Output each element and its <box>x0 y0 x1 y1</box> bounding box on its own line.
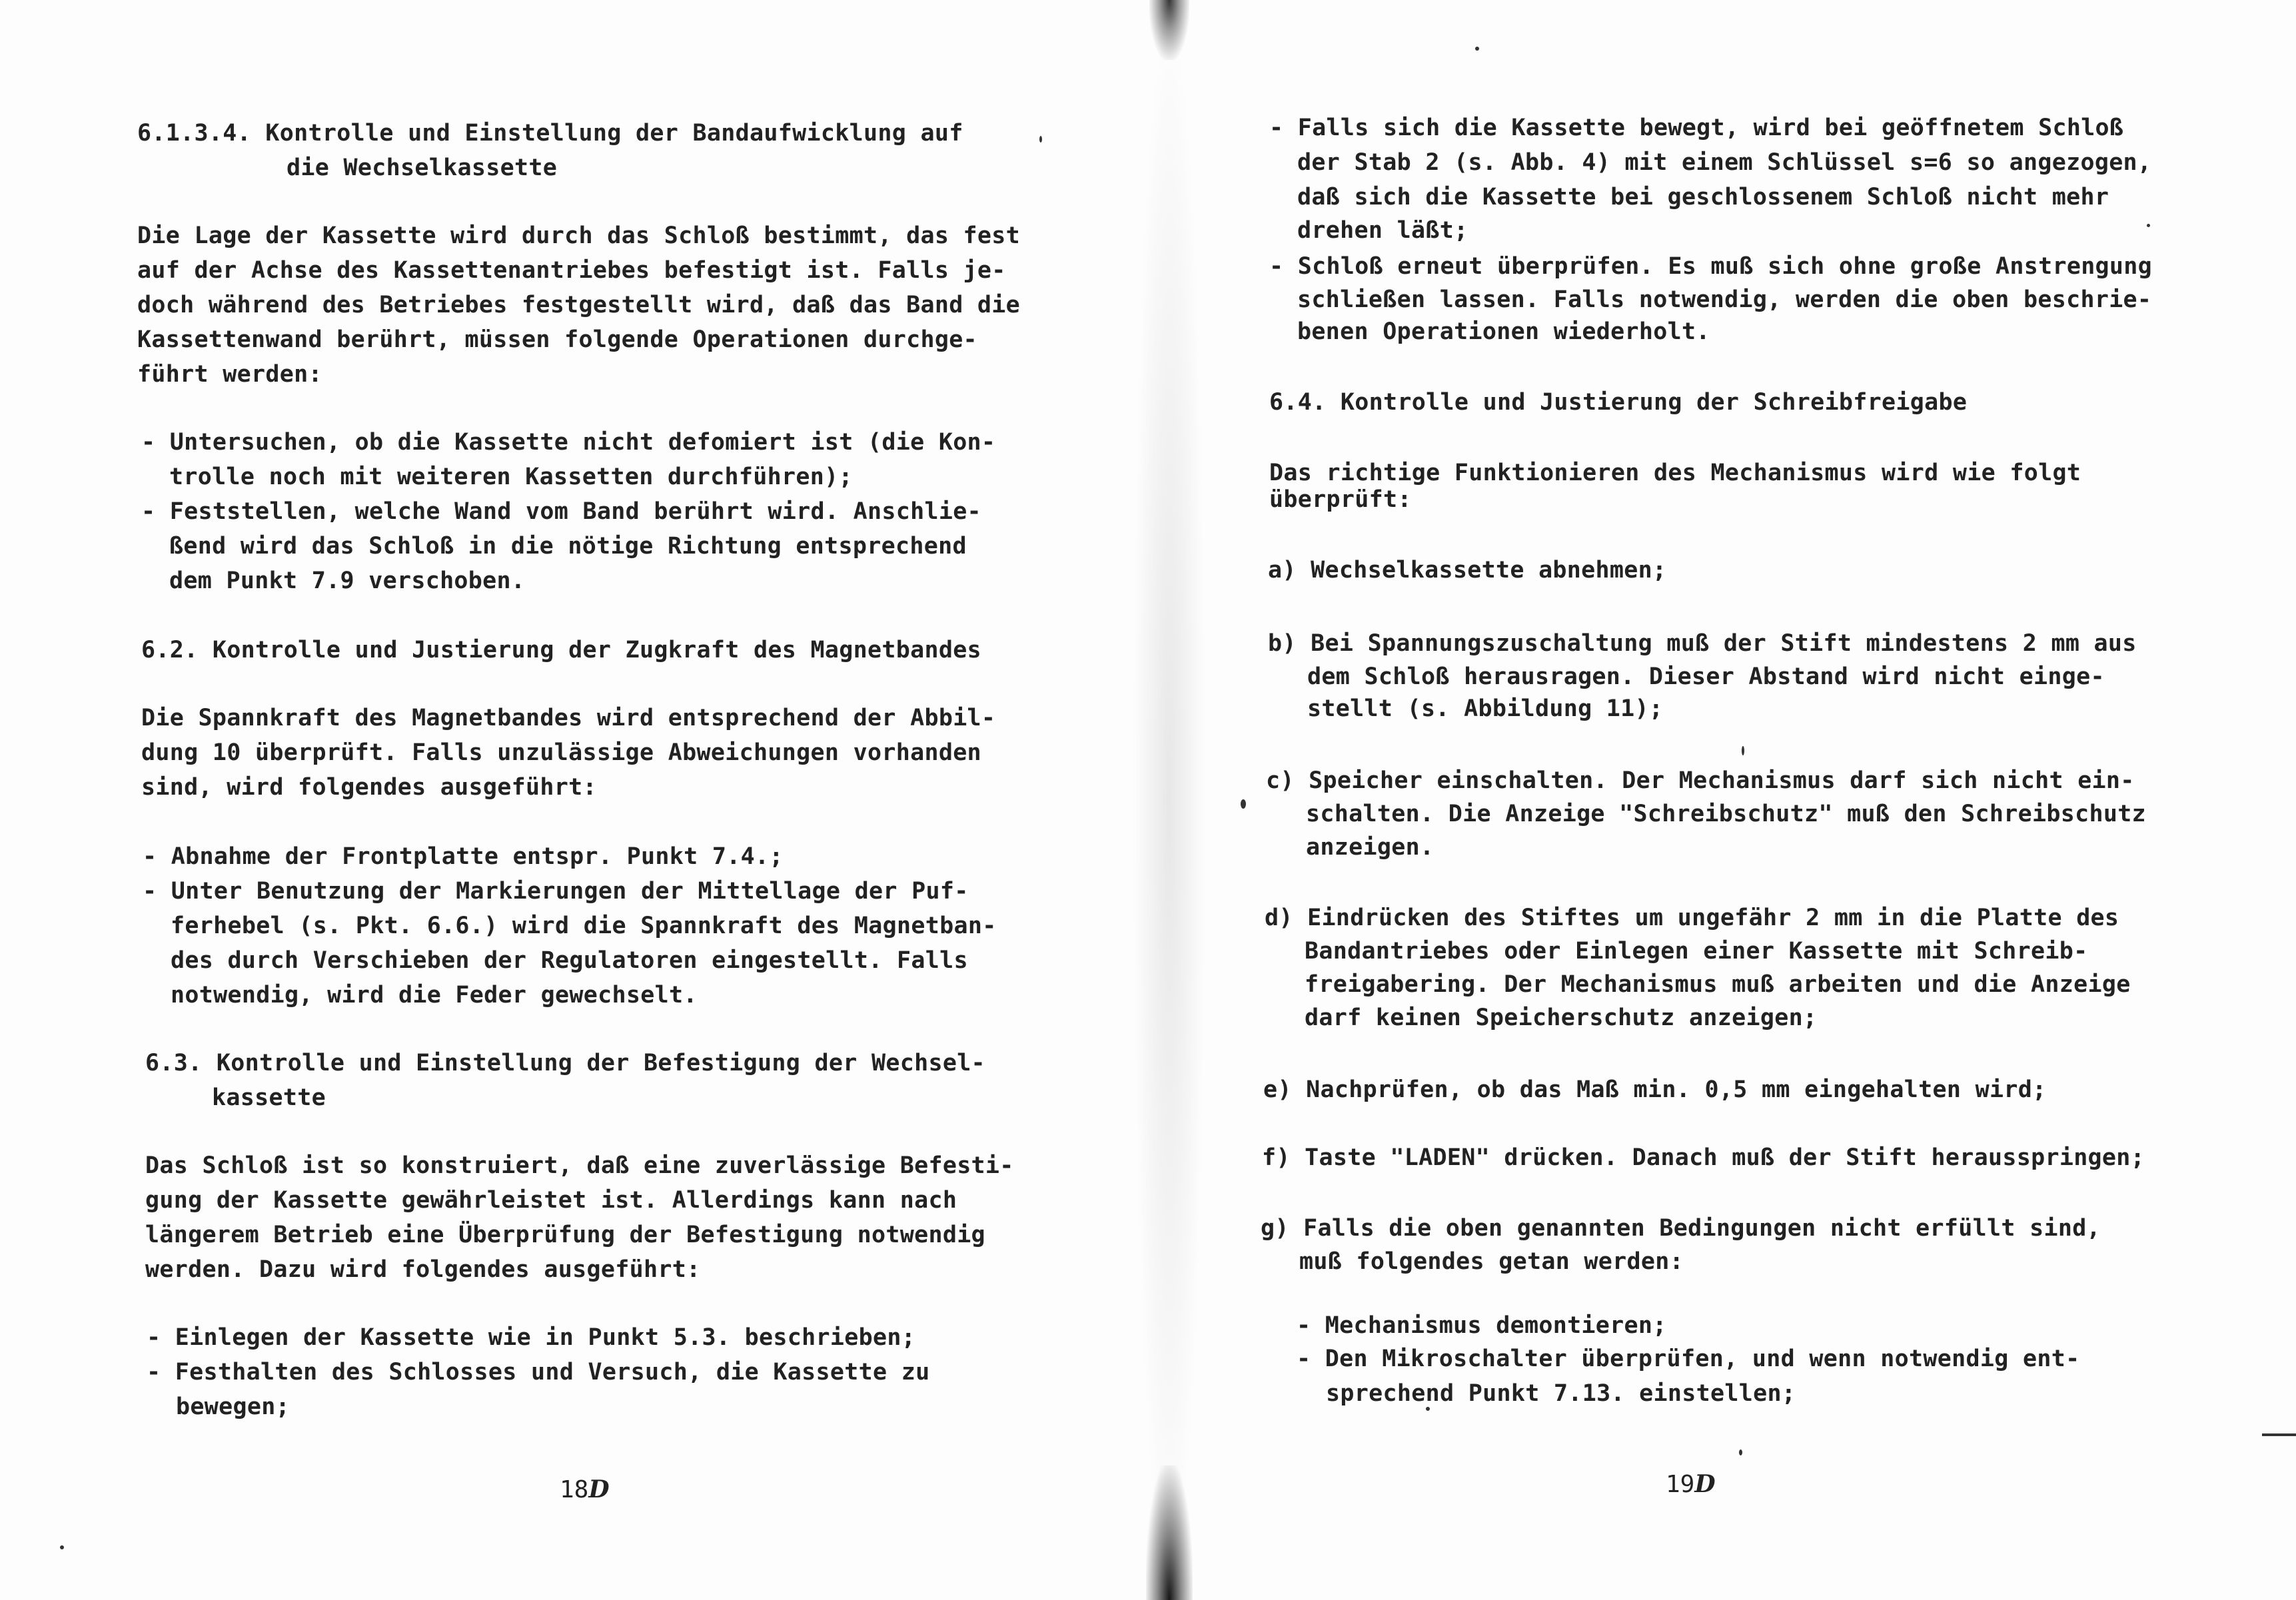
paragraph-line: doch während des Betriebes festgestellt wird, daß das Band die <box>137 292 1021 318</box>
scan-speck <box>1742 746 1744 755</box>
substep-line: - Den Mikroschalter überprüfen, und wenn notwendig ent- <box>1297 1346 2080 1372</box>
section-heading-6-4: 6.4. Kontrolle und Justierung der Schreibfreigabe <box>1269 389 1968 416</box>
section-heading-6-2: 6.2. Kontrolle und Justierung der Zugkraft des Magnetbandes <box>141 637 981 663</box>
step-d-continued: Bandantriebes oder Einlegen einer Kassette mit Schreib- <box>1305 938 2088 965</box>
paragraph-line: Die Spannkraft des Magnetbandes wird entsprechend der Abbil- <box>141 705 996 731</box>
left-page <box>0 0 1133 1600</box>
step-b: b) Bei Spannungszuschaltung muß der Stift mindestens 2 mm aus <box>1268 630 2137 657</box>
paragraph-line: Das richtige Funktionieren des Mechanismus wird wie folgt <box>1269 460 2081 486</box>
list-item-line: - Untersuchen, ob die Kassette nicht defomiert ist (die Kon- <box>141 429 996 456</box>
substep-line: sprechend Punkt 7.13. einstellen; <box>1326 1380 1796 1407</box>
step-g: g) Falls die oben genannten Bedingungen nicht erfüllt sind, <box>1261 1215 2101 1242</box>
gutter-shadow-bottom <box>1146 1465 1193 1600</box>
right-page <box>1206 0 2296 1600</box>
list-item-line: bewegen; <box>176 1394 290 1420</box>
scan-speck <box>1426 1407 1430 1411</box>
step-c-continued: anzeigen. <box>1306 834 1435 861</box>
paragraph-line: Die Lage der Kassette wird durch das Schloß bestimmt, das fest <box>137 222 1021 249</box>
list-item-line: notwendig, wird die Feder gewechselt. <box>171 982 698 1008</box>
paragraph-line: sind, wird folgendes ausgeführt: <box>141 774 597 801</box>
page-edge-mark <box>2262 1433 2296 1436</box>
list-item-line: - Festhalten des Schlosses und Versuch, die Kassette zu <box>147 1359 930 1386</box>
paragraph-line: Das Schloß ist so konstruiert, daß eine zuverlässige Befesti- <box>145 1152 1014 1179</box>
section-heading-continued: die Wechselkassette <box>287 155 558 181</box>
scan-speck <box>1739 1449 1742 1455</box>
scan-speck <box>1475 47 1479 51</box>
paragraph-line: werden. Dazu wird folgendes ausgeführt: <box>145 1256 701 1283</box>
list-item-line: drehen läßt; <box>1297 217 1468 244</box>
step-d-continued: darf keinen Speicherschutz anzeigen; <box>1305 1004 1818 1031</box>
page-number-suffix: D <box>1694 1470 1716 1498</box>
scan-speck <box>60 1545 64 1549</box>
step-g-continued: muß folgendes getan werden: <box>1299 1248 1684 1275</box>
list-item-line: - Abnahme der Frontplatte entspr. Punkt 7.4.; <box>143 843 784 870</box>
page-number <box>560 1476 610 1503</box>
list-item-line: - Feststellen, welche Wand vom Band berührt wird. Anschlie- <box>141 498 981 525</box>
step-d: d) Eindrücken des Stiftes um ungefähr 2 mm in die Platte des <box>1265 905 2119 931</box>
step-e: e) Nachprüfen, ob das Maß min. 0,5 mm eingehalten wird; <box>1263 1076 2047 1103</box>
paragraph-line: auf der Achse des Kassettenantriebes befestigt ist. Falls je- <box>137 257 1006 284</box>
list-item-line: - Schloß erneut überprüfen. Es muß sich ohne große Anstrengung <box>1269 253 2153 280</box>
list-item-line: ferhebel (s. Pkt. 6.6.) wird die Spannkraft des Magnetban- <box>171 913 997 939</box>
list-item-line: ßend wird das Schloß in die nötige Richtung entsprechend <box>169 533 967 560</box>
paragraph-line: führt werden: <box>137 361 322 388</box>
list-item-line: dem Punkt 7.9 verschoben. <box>169 568 526 594</box>
step-b-continued: stellt (s. Abbildung 11); <box>1307 695 1664 722</box>
list-item-line: - Falls sich die Kassette bewegt, wird bei geöffnetem Schloß <box>1269 115 2124 141</box>
list-item-line: des durch Verschieben der Regulatoren eingestellt. Falls <box>171 947 968 974</box>
step-f: f) Taste "LADEN" drücken. Danach muß der Stift herausspringen; <box>1262 1144 2145 1171</box>
list-item-line: - Unter Benutzung der Markierungen der Mittellage der Puf- <box>143 878 969 905</box>
list-item-line: schließen lassen. Falls notwendig, werden die oben beschrie- <box>1297 286 2152 313</box>
page-number-digits: 18 <box>560 1476 589 1503</box>
list-item-line: der Stab 2 (s. Abb. 4) mit einem Schlüssel s=6 so angezogen, <box>1297 149 2152 176</box>
step-a: a) Wechselkassette abnehmen; <box>1268 557 1667 584</box>
step-c-continued: schalten. Die Anzeige "Schreibschutz" muß den Schreibschutz <box>1306 801 2146 827</box>
list-item-line: - Einlegen der Kassette wie in Punkt 5.3. beschrieben; <box>147 1324 916 1351</box>
paragraph-line: gung der Kassette gewährleistet ist. Allerdings kann nach <box>145 1187 957 1214</box>
section-heading-6-3: 6.3. Kontrolle und Einstellung der Befestigung der Wechsel- <box>145 1050 985 1076</box>
page-number-suffix: D <box>588 1475 610 1503</box>
book-gutter <box>1133 0 1206 1600</box>
substep-line: - Mechanismus demontieren; <box>1297 1312 1667 1339</box>
gutter-shadow-top <box>1149 0 1189 60</box>
list-item-line: trolle noch mit weiteren Kassetten durchführen); <box>169 464 853 490</box>
section-heading-6-1-3-4: 6.1.3.4. Kontrolle und Einstellung der Bandaufwicklung auf <box>137 120 963 147</box>
step-c: c) Speicher einschalten. Der Mechanismus darf sich nicht ein- <box>1266 767 2135 794</box>
scan-speck <box>1241 799 1246 809</box>
step-b-continued: dem Schloß herausragen. Dieser Abstand wird nicht einge- <box>1307 663 2105 690</box>
page-number <box>1666 1471 1716 1498</box>
scan-speck <box>2147 224 2150 227</box>
page-number-digits: 19 <box>1666 1471 1695 1498</box>
step-d-continued: freigabering. Der Mechanismus muß arbeiten und die Anzeige <box>1305 971 2131 998</box>
list-item-line: daß sich die Kassette bei geschlossenem Schloß nicht mehr <box>1297 184 2109 210</box>
section-heading-continued: kassette <box>212 1084 326 1111</box>
paragraph-line: längerem Betrieb eine Überprüfung der Befestigung notwendig <box>145 1222 985 1248</box>
list-item-line: benen Operationen wiederholt. <box>1297 318 1710 345</box>
paragraph-line: Kassettenwand berührt, müssen folgende Operationen durchge- <box>137 326 977 353</box>
paragraph-line: dung 10 überprüft. Falls unzulässige Abweichungen vorhanden <box>141 739 981 766</box>
scan-speck <box>1039 136 1042 143</box>
paragraph-line: überprüft: <box>1269 486 1412 513</box>
